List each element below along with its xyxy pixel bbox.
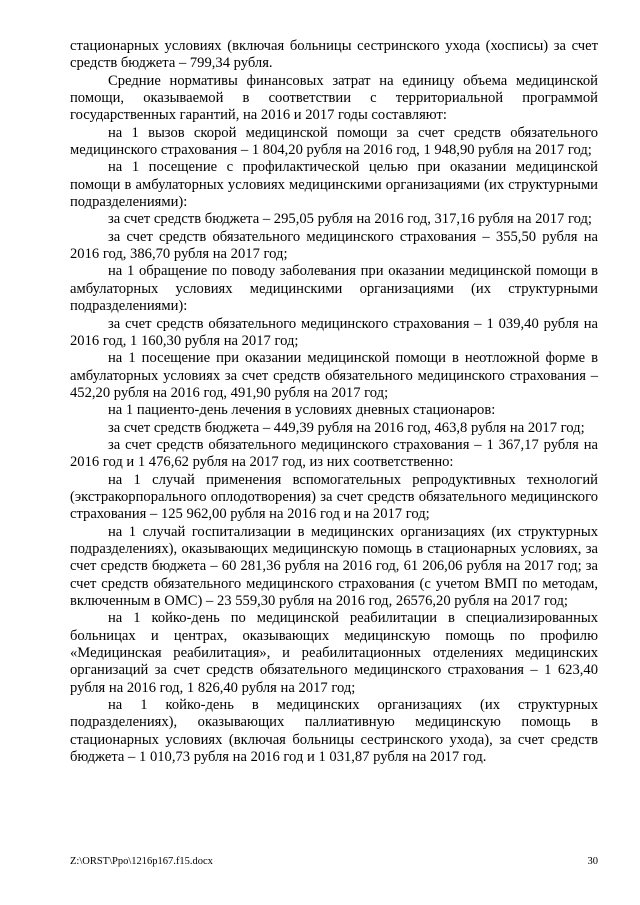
page-number: 30 [587, 856, 598, 867]
paragraph: Средние нормативы финансовых затрат на единицу объема медицинской помощи, оказываемой в соответствии с территориальной программой государственных гарантий, на 2016 и 2017 годы составляют: [70, 72, 598, 124]
paragraph: на 1 случай госпитализации в медицинских организациях (их структурных подразделениях), оказывающих медицинскую помощь в стационарных условиях, за счет средств бюджета – 60 281,36 рубля на 2016 год, 61 206,06 рубля на 2017 год; за счет средств обязательного медицинского страхования (с учетом ВМП по методам, включенным в ОМС) – 23 559,30 рубля на 2016 год, 26576,20 рубля на 2017 год; [70, 523, 598, 609]
paragraph: на 1 пациенто-день лечения в условиях дневных стационаров: [108, 402, 496, 419]
paragraph: на 1 обращение по поводу заболевания при оказании медицинской помощи в амбулаторных условиях медицинскими организациями (их структурными подразделениями): [70, 263, 598, 315]
paragraph: за счет средств обязательного медицинского страхования – 1 039,40 рубля на 2016 год, 1 160,30 рубля на 2017 год; [70, 315, 598, 349]
paragraph: за счет средств обязательного медицинского страхования – 355,50 рубля на 2016 год, 386,70 рубля на 2017 год; [70, 228, 598, 263]
paragraph: на 1 койко-день по медицинской реабилитации в специализированных больницах и центрах, оказывающих медицинскую помощь по профилю «Медицинская реабилитация», и реабилитационных отделениях медицинских организаций за счет средств обязательного медицинского страхования – 1 623,40 рубля на 2016 год, 1 826,40 рубля на 2017 год; [70, 610, 598, 696]
paragraph: на 1 койко-день в медицинских организациях (их структурных подразделениях), оказывающих паллиативную медицинскую помощь в стационарных условиях (включая больницы сестринского ухода), за счет средств бюджета – 1 010,73 рубля на 2016 год и 1 031,87 рубля на 2017 год. [70, 697, 598, 766]
page-footer [70, 855, 598, 869]
document-body [70, 38, 598, 766]
paragraph: на 1 вызов скорой медицинской помощи за счет средств обязательного медицинского страхования – 1 804,20 рубля на 2016 год, 1 948,90 рубля на 2017 год; [70, 124, 598, 159]
paragraph: на 1 посещение при оказании медицинской помощи в неотложной форме в амбулаторных условиях за счет средств обязательного медицинского страхования – 452,20 рубля на 2016 год, 491,90 рубля на 2017 год; [70, 350, 598, 401]
footer-file-path: Z:\ORST\Ppo\1216p167.f15.docx [70, 856, 213, 867]
paragraph: на 1 посещение с профилактической целью при оказании медицинской помощи в амбулаторных условиях медицинскими организациями (их структурными подразделениями): [70, 159, 598, 211]
paragraph: стационарных условиях (включая больницы сестринского ухода (хосписы) за счет средств бюджета – 799,34 рубля. [70, 38, 598, 72]
paragraph: за счет средств обязательного медицинского страхования – 1 367,17 рубля на 2016 год и 1 476,62 рубля на 2017 год, из них соответственно: [70, 436, 598, 471]
paragraph: за счет средств бюджета – 295,05 рубля на 2016 год, 317,16 рубля на 2017 год; [108, 211, 592, 228]
paragraph: за счет средств бюджета – 449,39 рубля на 2016 год, 463,8 рубля на 2017 год; [108, 419, 585, 436]
paragraph: на 1 случай применения вспомогательных репродуктивных технологий (экстракорпорального оплодотворения) за счет средств обязательного медицинского страхования – 125 962,00 рубля на 2016 год и на 2017 год; [70, 471, 598, 523]
